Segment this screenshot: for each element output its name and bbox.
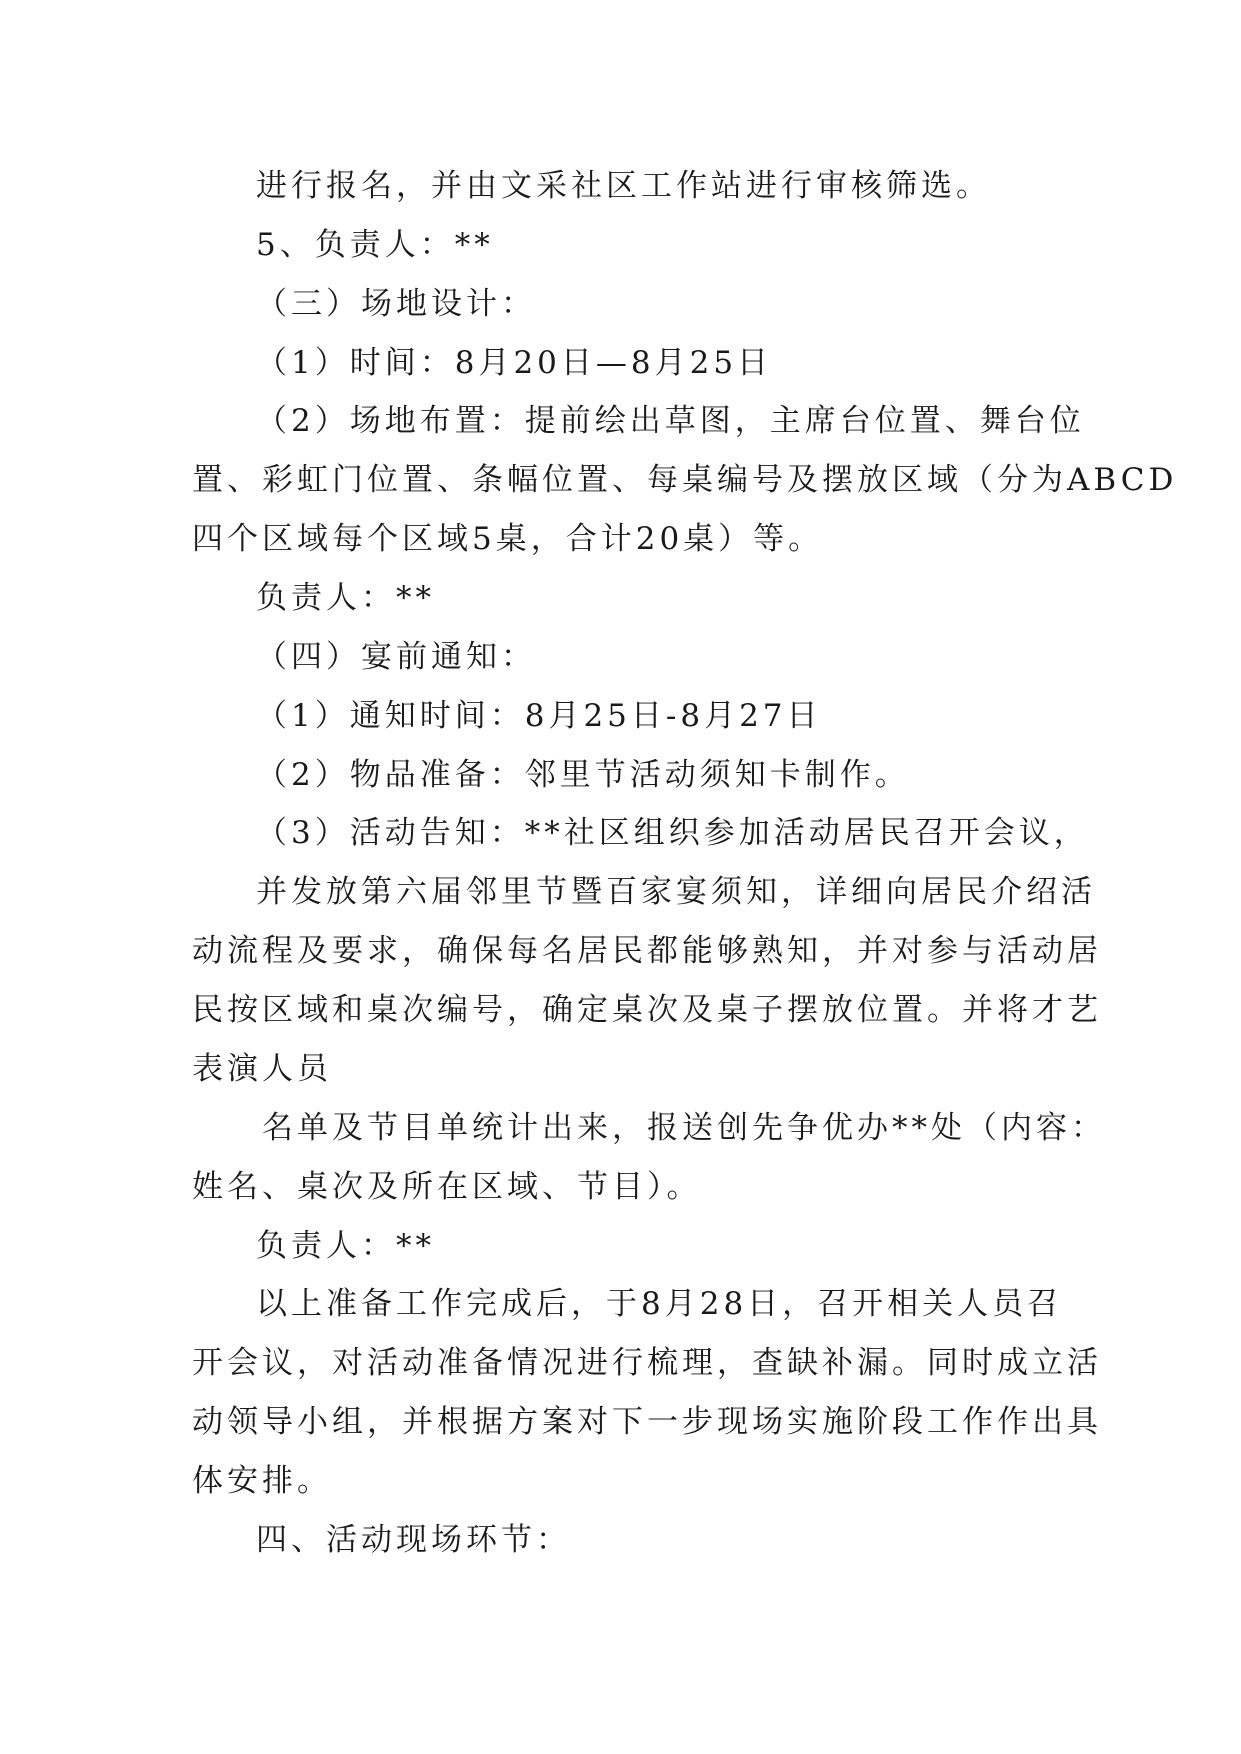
paragraph-line: 置、彩虹门位置、条幅位置、每桌编号及摆放区域（分为ABCD	[192, 462, 1178, 498]
paragraph-line: 动领导小组，并根据方案对下一步现场实施阶段工作作出具	[192, 1404, 1102, 1440]
paragraph-line: 名单及节目单统计出来，报送创先争优办**处（内容：	[262, 1110, 1106, 1146]
paragraph-line: 进行报名，并由文采社区工作站进行审核筛选。	[256, 168, 991, 204]
paragraph-line: 表演人员	[192, 1051, 332, 1087]
responsible-line: 负责人：**	[256, 580, 435, 616]
responsible-line: 5、负责人：**	[256, 227, 494, 263]
list-item: （1）通知时间：8月25日-8月27日	[256, 698, 822, 734]
paragraph-line: 姓名、桌次及所在区域、节目）。	[192, 1169, 702, 1205]
paragraph-line: 开会议，对活动准备情况进行梳理，查缺补漏。同时成立活	[192, 1345, 1102, 1381]
list-item: （1）时间：8月20日—8月25日	[256, 345, 773, 381]
paragraph-line: 动流程及要求，确保每名居民都能够熟知，并对参与活动居	[192, 933, 1102, 969]
paragraph-line: 体安排。	[192, 1463, 332, 1499]
list-item: （3）活动告知：**社区组织参加活动居民召开会议，	[256, 815, 1089, 851]
list-item: （2）场地布置：提前绘出草图，主席台位置、舞台位	[256, 403, 1085, 439]
responsible-line: 负责人：**	[256, 1228, 435, 1264]
paragraph-line: 并发放第六届邻里节暨百家宴须知，详细向居民介绍活	[256, 874, 1096, 910]
section-heading: 四、活动现场环节：	[256, 1522, 571, 1558]
section-heading: （三）场地设计：	[256, 286, 536, 322]
paragraph-line: 民按区域和桌次编号，确定桌次及桌子摆放位置。并将才艺	[192, 992, 1102, 1028]
paragraph-line: 以上准备工作完成后，于8月28日，召开相关人员召	[256, 1286, 1063, 1322]
paragraph-line: 四个区域每个区域5桌，合计20桌）等。	[192, 521, 824, 557]
list-item: （2）物品准备：邻里节活动须知卡制作。	[256, 757, 910, 793]
section-heading: （四）宴前通知：	[256, 639, 536, 675]
